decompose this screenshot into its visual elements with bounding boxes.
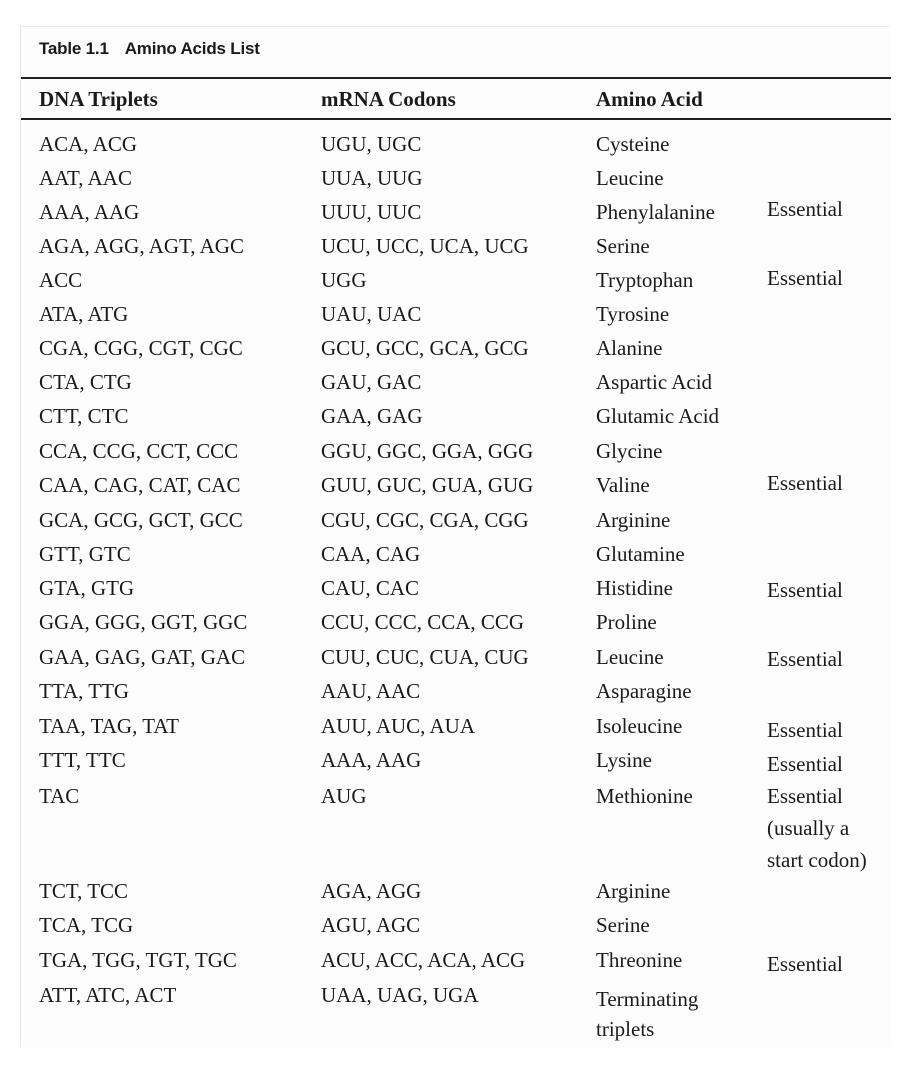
- table-cell-amino-acid: Arginine: [596, 879, 671, 903]
- table-cell-amino-acid: Glycine: [596, 439, 663, 463]
- table-cell-dna: CAA, CAG, CAT, CAC: [39, 473, 241, 497]
- table-cell-dna: TTA, TTG: [39, 679, 130, 703]
- table-cell-mrna: UGU, UGC: [321, 132, 422, 156]
- header-mrna-codons: mRNA Codons: [321, 87, 456, 111]
- table-cell-mrna: AUU, AUC, AUA: [321, 714, 476, 738]
- table-title: Amino Acids List: [124, 39, 260, 58]
- table-cell-amino-acid: Valine: [596, 473, 650, 497]
- header-dna-triplets: DNA Triplets: [39, 87, 158, 111]
- table-cell-note: Essential (usually a start codon): [767, 784, 867, 872]
- table-cell-dna: TAA, TAG, TAT: [39, 714, 180, 738]
- table-cell-dna: GTT, GTC: [39, 542, 131, 566]
- table-cell-mrna: GCU, GCC, GCA, GCG: [321, 336, 529, 360]
- table-cell-mrna: AGA, AGG: [321, 879, 422, 903]
- table-cell-amino-acid: Arginine: [596, 508, 671, 532]
- table-cell-amino-acid: Lysine: [596, 748, 652, 772]
- table-cell-amino-acid: Threonine: [596, 948, 683, 972]
- table-cell-amino-acid: Glutamic Acid: [596, 404, 720, 428]
- table-cell-mrna: ACU, ACC, ACA, ACG: [321, 948, 526, 972]
- table-cell-mrna: UAU, UAC: [321, 302, 422, 326]
- top-rule: [21, 77, 891, 79]
- table-number: Table 1.1: [39, 39, 109, 58]
- table-cell-mrna: CAA, CAG: [321, 542, 421, 566]
- table-cell-amino-acid: Phenylalanine: [596, 200, 715, 224]
- table-cell-amino-acid: Leucine: [596, 645, 664, 669]
- table-cell-dna: CCA, CCG, CCT, CCC: [39, 439, 239, 463]
- table-cell-note: Essential: [767, 952, 843, 976]
- table-cell-note: Essential: [767, 647, 843, 671]
- table-cell-mrna: GGU, GGC, GGA, GGG: [321, 439, 534, 463]
- table-cell-mrna: UUU, UUC: [321, 200, 422, 224]
- table-cell-amino-acid: Histidine: [596, 576, 673, 600]
- table-cell-dna: GTA, GTG: [39, 576, 135, 600]
- table-cell-mrna: UAA, UAG, UGA: [321, 983, 479, 1007]
- table-cell-dna: GGA, GGG, GGT, GGC: [39, 610, 248, 634]
- table-cell-mrna: AAU, AAC: [321, 679, 421, 703]
- table-cell-amino-acid: Alanine: [596, 336, 663, 360]
- table-cell-dna: TCT, TCC: [39, 879, 129, 903]
- table-cell-mrna: GAA, GAG: [321, 404, 423, 428]
- table-cell-dna: TTT, TTC: [39, 748, 126, 772]
- table-cell-amino-acid: Aspartic Acid: [596, 370, 713, 394]
- table-cell-amino-acid: Methionine: [596, 784, 693, 808]
- table-cell-dna: CGA, CGG, CGT, CGC: [39, 336, 243, 360]
- table-cell-dna: ACA, ACG: [39, 132, 138, 156]
- table-cell-amino-acid: Terminating triplets: [596, 987, 699, 1041]
- table-cell-amino-acid: Tyrosine: [596, 302, 670, 326]
- table-cell-dna: ATA, ATG: [39, 302, 129, 326]
- table-cell-amino-acid: Tryptophan: [596, 268, 694, 292]
- table-cell-dna: ATT, ATC, ACT: [39, 983, 177, 1007]
- table-cell-amino-acid: Serine: [596, 913, 650, 937]
- table-cell-mrna: GAU, GAC: [321, 370, 422, 394]
- table-cell-mrna: CCU, CCC, CCA, CCG: [321, 610, 525, 634]
- table-cell-amino-acid: Proline: [596, 610, 657, 634]
- table-cell-note: Essential: [767, 752, 843, 776]
- header-rule: [21, 118, 891, 120]
- table-cell-amino-acid: Asparagine: [596, 679, 692, 703]
- table-cell-mrna: CUU, CUC, CUA, CUG: [321, 645, 529, 669]
- table-cell-amino-acid: Isoleucine: [596, 714, 683, 738]
- table-cell-dna: AAT, AAC: [39, 166, 132, 190]
- table-cell-mrna: UCU, UCC, UCA, UCG: [321, 234, 529, 258]
- table-cell-dna: AGA, AGG, AGT, AGC: [39, 234, 244, 258]
- table-cell-mrna: AGU, AGC: [321, 913, 421, 937]
- table-cell-dna: ACC: [39, 268, 83, 292]
- table-cell-note: Essential: [767, 718, 843, 742]
- table-cell-mrna: CGU, CGC, CGA, CGG: [321, 508, 529, 532]
- table-cell-amino-acid: Glutamine: [596, 542, 685, 566]
- table-cell-mrna: AUG: [321, 784, 367, 808]
- table-cell-note: Essential: [767, 197, 843, 221]
- table-cell-dna: TAC: [39, 784, 80, 808]
- table-cell-dna: GCA, GCG, GCT, GCC: [39, 508, 243, 532]
- table-cell-mrna: GUU, GUC, GUA, GUG: [321, 473, 534, 497]
- table-cell-dna: AAA, AAG: [39, 200, 140, 224]
- table-cell-dna: GAA, GAG, GAT, GAC: [39, 645, 246, 669]
- table-cell-amino-acid: Cysteine: [596, 132, 670, 156]
- table-cell-mrna: UGG: [321, 268, 367, 292]
- table-page: [20, 26, 891, 1047]
- table-cell-note: Essential: [767, 471, 843, 495]
- table-cell-mrna: CAU, CAC: [321, 576, 420, 600]
- table-cell-mrna: AAA, AAG: [321, 748, 422, 772]
- table-cell-mrna: UUA, UUG: [321, 166, 423, 190]
- table-cell-dna: CTA, CTG: [39, 370, 132, 394]
- table-cell-note: Essential: [767, 266, 843, 290]
- table-cell-amino-acid: Serine: [596, 234, 650, 258]
- table-cell-dna: TGA, TGG, TGT, TGC: [39, 948, 237, 972]
- table-cell-dna: TCA, TCG: [39, 913, 134, 937]
- table-caption: [39, 39, 260, 59]
- table-cell-amino-acid: Leucine: [596, 166, 664, 190]
- table-cell-dna: CTT, CTC: [39, 404, 129, 428]
- table-cell-note: Essential: [767, 578, 843, 602]
- header-amino-acid: Amino Acid: [596, 87, 703, 111]
